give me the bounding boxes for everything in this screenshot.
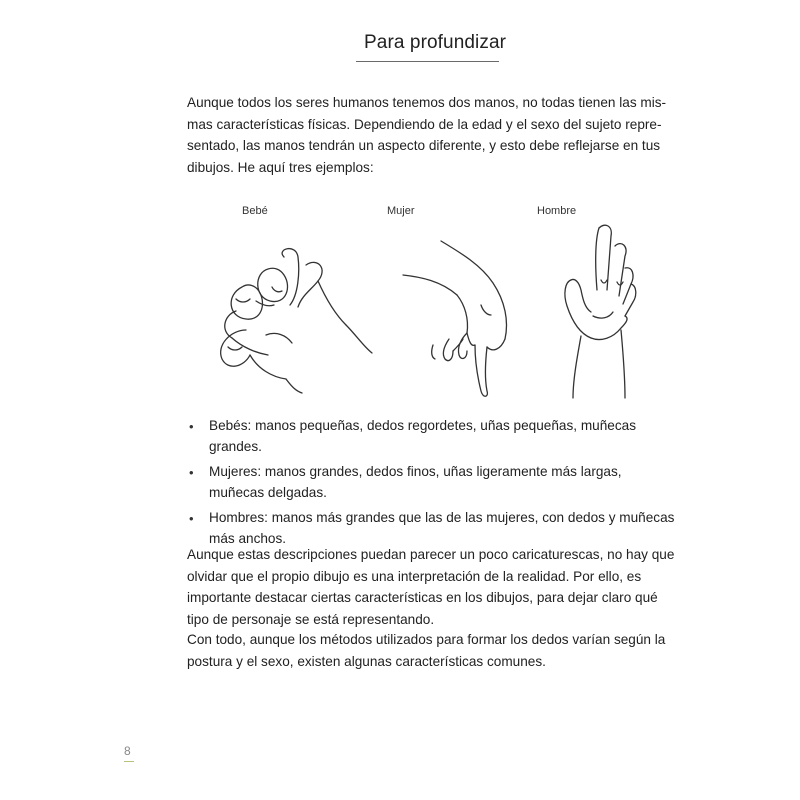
page-number: 8 <box>124 744 131 758</box>
body-paragraph: Aunque estas descripciones puedan parecer un poco caricaturescas, no hay que olvidar que el propio dibujo es una interpretación de la realidad. Por ello, es importante destacar ciertas características en los dibujos, para dejar claro qué tipo de personaje se está representando. <box>187 547 675 627</box>
woman-hand-drawing <box>401 235 521 400</box>
label-woman: Mujer <box>387 205 415 217</box>
intro-text: Aunque todos los seres humanos tenemos dos manos, no todas tienen las mismas características físicas. Dependiendo de la edad y el sexo del sujeto representado, las manos tendrán un aspecto diferente, y esto debe reflejarse en tus dibujos. He aquí tres ejemplos: <box>187 95 667 175</box>
page-number-accent <box>124 761 134 762</box>
list-item-text: Mujeres: manos grandes, dedos finos, uñas ligeramente más largas, muñecas delgadas. <box>209 464 622 500</box>
hand-characteristics-list <box>187 416 677 554</box>
list-item-text: Hombres: manos más grandes que las de las mujeres, con dedos y muñecas más anchos. <box>209 510 675 546</box>
bullet-icon: • <box>189 465 194 480</box>
hands-illustration <box>206 205 666 405</box>
list-item <box>187 462 677 503</box>
man-hand-drawing <box>551 220 661 400</box>
title-underline <box>356 61 499 62</box>
baby-hand-drawing <box>206 235 376 395</box>
section-title-text: Para profundizar <box>364 32 507 53</box>
body-paragraph: Con todo, aunque los métodos utilizados para formar los dedos varían según la postura y el sexo, existen algunas características comunes. <box>187 632 666 669</box>
list-item <box>187 508 677 549</box>
intro-paragraph <box>187 92 677 178</box>
bullet-icon: • <box>189 419 194 434</box>
label-man: Hombre <box>537 205 577 217</box>
list-item <box>187 416 677 457</box>
label-baby: Bebé <box>242 205 268 217</box>
bullet-icon: • <box>189 511 194 526</box>
list-item-text: Bebés: manos pequeñas, dedos regordetes, uñas pequeñas, muñecas grandes. <box>209 418 636 454</box>
